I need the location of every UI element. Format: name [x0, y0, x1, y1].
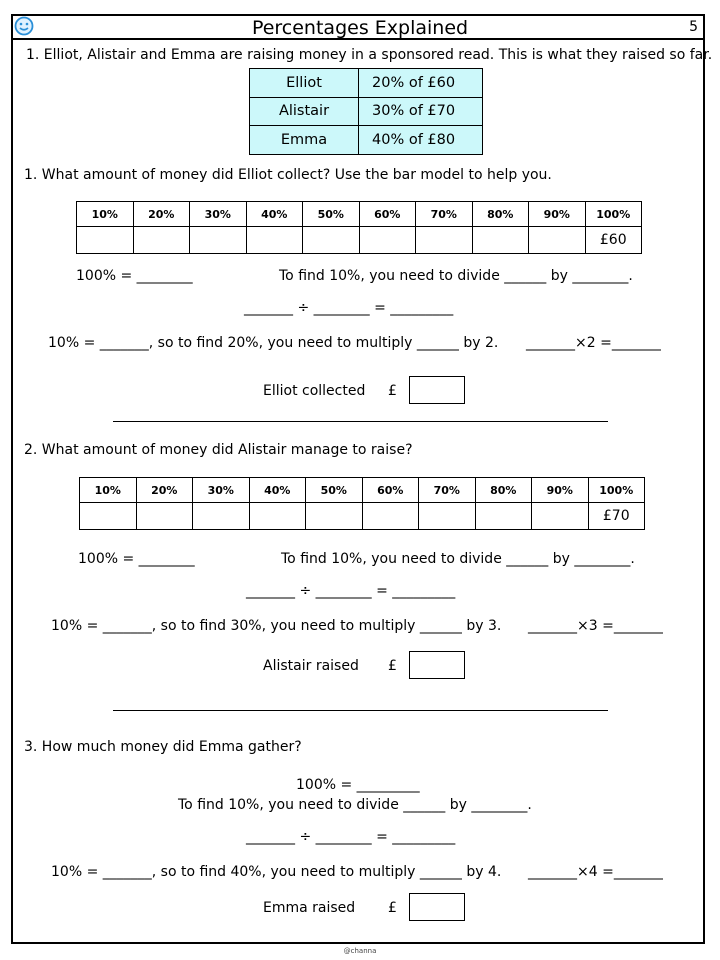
question-2: 2. What amount of money did Alistair manage to raise?: [24, 442, 413, 458]
q1-divide-line[interactable]: _______ ÷ ________ = _________: [244, 300, 454, 316]
bar-cell[interactable]: [193, 503, 250, 530]
percent-header: 30%: [193, 478, 250, 503]
q1-times-line[interactable]: _______×2 =_______: [526, 335, 661, 351]
q1-find-10-line[interactable]: To find 10%, you need to divide ______ by ________.: [279, 268, 633, 284]
percent-header: 100%: [585, 202, 642, 227]
bar-cell[interactable]: [77, 227, 134, 254]
table-row: [250, 126, 483, 155]
table-row: [250, 69, 483, 98]
q3-100-line[interactable]: 100% = _________: [296, 777, 420, 793]
q3-find-10-line[interactable]: To find 10%, you need to divide ______ by ________.: [178, 797, 532, 813]
q2-find-10-line[interactable]: To find 10%, you need to divide ______ by ________.: [281, 551, 635, 567]
table-cell-value: 30% of £70: [359, 97, 483, 126]
table-cell-value: 40% of £80: [359, 126, 483, 155]
table-cell-name: Emma: [250, 126, 359, 155]
question-1: 1. What amount of money did Elliot collect? Use the bar model to help you.: [24, 167, 552, 183]
bar-model-1: [76, 201, 642, 254]
bar-value-row: [80, 503, 645, 530]
table-row: [250, 97, 483, 126]
percent-header: 100%: [588, 478, 645, 503]
table-cell-name: Alistair: [250, 97, 359, 126]
bar-cell[interactable]: [472, 227, 529, 254]
bar-cell[interactable]: [303, 227, 360, 254]
q2-answer-label: Alistair raised: [263, 658, 359, 674]
percent-header: 70%: [416, 202, 473, 227]
percent-header: 50%: [306, 478, 363, 503]
bar-cell[interactable]: [475, 503, 532, 530]
percent-header: 80%: [475, 478, 532, 503]
bar-header-row: [80, 478, 645, 503]
percent-header: 20%: [133, 202, 190, 227]
page-title: Percentages Explained: [251, 17, 469, 39]
bar-cell[interactable]: [136, 503, 193, 530]
percent-header: 90%: [529, 202, 586, 227]
info-table: [249, 68, 483, 155]
bar-cell[interactable]: [249, 503, 306, 530]
bar-cell[interactable]: [359, 227, 416, 254]
percent-header: 60%: [359, 202, 416, 227]
percent-header: 70%: [419, 478, 476, 503]
bar-model-2: [79, 477, 645, 530]
bar-cell[interactable]: [529, 227, 586, 254]
currency-symbol: £: [388, 658, 397, 674]
percent-header: 50%: [303, 202, 360, 227]
percent-header: 30%: [190, 202, 247, 227]
percent-header: 40%: [249, 478, 306, 503]
intro-text: 1. Elliot, Alistair and Emma are raising money in a sponsored read. This is what they raised so far.: [26, 47, 713, 63]
table-cell-name: Elliot: [250, 69, 359, 98]
bar-total-cell: £70: [588, 503, 645, 530]
bar-header-row: [77, 202, 642, 227]
q2-multiply-line[interactable]: 10% = _______, so to find 30%, you need to multiply ______ by 3.: [51, 618, 502, 634]
q1-multiply-line[interactable]: 10% = _______, so to find 20%, you need to multiply ______ by 2.: [48, 335, 499, 351]
percent-header: 80%: [472, 202, 529, 227]
q2-divide-line[interactable]: _______ ÷ ________ = _________: [246, 583, 456, 599]
q1-answer-label: Elliot collected: [263, 383, 366, 399]
q3-answer-label: Emma raised: [263, 900, 356, 916]
q1-answer-box[interactable]: [409, 376, 465, 404]
q1-100-line[interactable]: 100% = ________: [76, 268, 193, 284]
bar-cell[interactable]: [362, 503, 419, 530]
q3-divide-line[interactable]: _______ ÷ ________ = _________: [246, 829, 456, 845]
bar-cell[interactable]: [306, 503, 363, 530]
q3-times-line[interactable]: _______×4 =_______: [528, 864, 663, 880]
percent-header: 10%: [80, 478, 137, 503]
bar-cell[interactable]: [80, 503, 137, 530]
q3-answer-box[interactable]: [409, 893, 465, 921]
currency-symbol: £: [388, 900, 397, 916]
q2-answer-box[interactable]: [409, 651, 465, 679]
bar-cell[interactable]: [419, 503, 476, 530]
bar-total-cell: £60: [585, 227, 642, 254]
q2-times-line[interactable]: _______×3 =_______: [528, 618, 663, 634]
currency-symbol: £: [388, 383, 397, 399]
divider-line: [113, 421, 608, 422]
question-3: 3. How much money did Emma gather?: [24, 739, 302, 755]
bar-cell[interactable]: [133, 227, 190, 254]
percent-header: 10%: [77, 202, 134, 227]
percent-header: 60%: [362, 478, 419, 503]
bar-cell[interactable]: [532, 503, 589, 530]
bar-value-row: [77, 227, 642, 254]
q3-multiply-line[interactable]: 10% = _______, so to find 40%, you need to multiply ______ by 4.: [51, 864, 502, 880]
bar-cell[interactable]: [246, 227, 303, 254]
q2-100-line[interactable]: 100% = ________: [78, 551, 195, 567]
footer-credit: @channa: [343, 947, 377, 955]
table-cell-value: 20% of £60: [359, 69, 483, 98]
page-number: 5: [689, 19, 698, 35]
percent-header: 40%: [246, 202, 303, 227]
percent-header: 20%: [136, 478, 193, 503]
divider-line: [113, 710, 608, 711]
percent-header: 90%: [532, 478, 589, 503]
bar-cell[interactable]: [416, 227, 473, 254]
bar-cell[interactable]: [190, 227, 247, 254]
